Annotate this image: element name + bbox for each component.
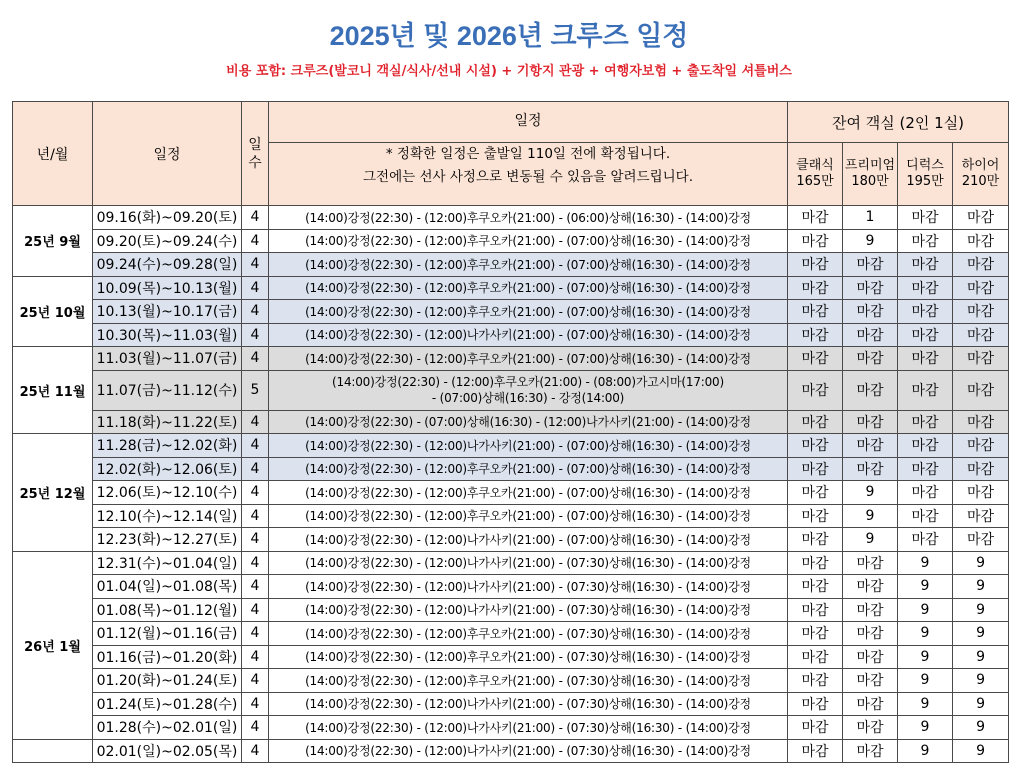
higher-availability-cell: 9: [953, 669, 1009, 693]
header-itinerary: 일정: [269, 102, 788, 143]
higher-availability-cell: 마감: [953, 253, 1009, 277]
premium-availability-cell: 마감: [843, 575, 898, 599]
higher-availability-cell: 마감: [953, 504, 1009, 528]
classic-price: 165만: [796, 174, 834, 189]
higher-availability-cell: 마감: [953, 300, 1009, 324]
higher-availability-cell: 마감: [953, 370, 1009, 410]
classic-availability-cell: 마감: [788, 370, 843, 410]
deluxe-availability-cell: 마감: [898, 347, 953, 371]
table-row: [13, 229, 1009, 253]
deluxe-label: 디럭스: [906, 158, 944, 173]
higher-label: 하이어: [961, 158, 1000, 173]
date-range-cell: 10.30(목)~11.03(월): [93, 323, 242, 347]
days-cell: 4: [242, 575, 269, 599]
itinerary-cell: (14:00)강정(22:30) - (12:00)후쿠오카(21:00) - (07:00)상해(16:30) - (14:00)강정: [269, 253, 788, 277]
deluxe-availability-cell: 마감: [898, 434, 953, 458]
deluxe-price: 195만: [906, 174, 944, 189]
deluxe-availability-cell: 9: [898, 551, 953, 575]
premium-availability-cell: 마감: [843, 739, 898, 763]
table-row: [13, 481, 1009, 505]
classic-availability-cell: 마감: [788, 575, 843, 599]
premium-availability-cell: 마감: [843, 692, 898, 716]
classic-availability-cell: 마감: [788, 347, 843, 371]
higher-price: 210만: [961, 174, 1000, 189]
classic-availability-cell: 마감: [788, 504, 843, 528]
days-cell: 4: [242, 669, 269, 693]
days-cell: 4: [242, 347, 269, 371]
date-range-cell: 11.18(화)~11.22(토): [93, 410, 242, 434]
classic-availability-cell: 마감: [788, 669, 843, 693]
deluxe-availability-cell: 9: [898, 669, 953, 693]
premium-availability-cell: 마감: [843, 410, 898, 434]
days-cell: 4: [242, 551, 269, 575]
table-row: [13, 551, 1009, 575]
premium-availability-cell: 9: [843, 504, 898, 528]
table-row: [13, 504, 1009, 528]
premium-availability-cell: 마감: [843, 323, 898, 347]
higher-availability-cell: 마감: [953, 434, 1009, 458]
itinerary-line-1: (14:00)강정(22:30) - (12:00)후쿠오카(21:00) - (08:00)가고시마(17:00): [332, 375, 724, 389]
itinerary-line-2: - (07:00)상해(16:30) - 강정(14:00): [431, 391, 625, 405]
itinerary-cell: (14:00)강정(22:30) - (12:00)후쿠오카(21:00) - (07:00)상해(16:30) - (14:00)강정: [269, 300, 788, 324]
itinerary-cell: (14:00)강정(22:30) - (12:00)후쿠오카(21:00) - (07:00)상해(16:30) - (14:00)강정: [269, 504, 788, 528]
date-range-cell: 11.28(금)~12.02(화): [93, 434, 242, 458]
deluxe-availability-cell: 9: [898, 622, 953, 646]
premium-price: 180만: [851, 174, 889, 189]
date-range-cell: 12.10(수)~12.14(일): [93, 504, 242, 528]
deluxe-availability-cell: 마감: [898, 528, 953, 552]
premium-label: 프리미엄: [844, 158, 896, 173]
classic-availability-cell: 마감: [788, 528, 843, 552]
deluxe-availability-cell: 마감: [898, 370, 953, 410]
days-cell: 4: [242, 692, 269, 716]
table-row: [13, 276, 1009, 300]
itinerary-cell: (14:00)강정(22:30) - (12:00)나가사키(21:00) - (07:30)상해(16:30) - (14:00)강정: [269, 716, 788, 740]
table-row: [13, 300, 1009, 324]
deluxe-availability-cell: 마감: [898, 276, 953, 300]
itinerary-cell: (14:00)강정(22:30) - (12:00)후쿠오카(21:00) - (07:00)상해(16:30) - (14:00)강정: [269, 457, 788, 481]
premium-availability-cell: 마감: [843, 716, 898, 740]
header-notice: [269, 143, 788, 206]
premium-availability-cell: 마감: [843, 457, 898, 481]
classic-availability-cell: 마감: [788, 598, 843, 622]
classic-availability-cell: 마감: [788, 716, 843, 740]
higher-availability-cell: 9: [953, 575, 1009, 599]
table-row: [13, 206, 1009, 230]
days-cell: 4: [242, 434, 269, 458]
date-range-cell: 10.09(목)~10.13(월): [93, 276, 242, 300]
itinerary-cell: (14:00)강정(22:30) - (12:00)나가사키(21:00) - (07:30)상해(16:30) - (14:00)강정: [269, 575, 788, 599]
days-cell: 4: [242, 276, 269, 300]
header-classic: [788, 143, 843, 206]
date-range-cell: 01.04(일)~01.08(목): [93, 575, 242, 599]
higher-availability-cell: 9: [953, 598, 1009, 622]
deluxe-availability-cell: 마감: [898, 229, 953, 253]
deluxe-availability-cell: 마감: [898, 504, 953, 528]
date-range-cell: 01.28(수)~02.01(일): [93, 716, 242, 740]
premium-availability-cell: 마감: [843, 434, 898, 458]
itinerary-cell: (14:00)강정(22:30) - (12:00)후쿠오카(21:00) - (07:00)상해(16:30) - (14:00)강정: [269, 481, 788, 505]
premium-availability-cell: 9: [843, 481, 898, 505]
itinerary-cell: (14:00)강정(22:30) - (12:00)나가사키(21:00) - (07:30)상해(16:30) - (14:00)강정: [269, 692, 788, 716]
higher-availability-cell: 마감: [953, 229, 1009, 253]
days-cell: 4: [242, 229, 269, 253]
header-days: [242, 102, 269, 206]
higher-availability-cell: 마감: [953, 347, 1009, 371]
date-range-cell: 12.31(수)~01.04(일): [93, 551, 242, 575]
days-cell: 4: [242, 739, 269, 763]
year-month-cell: 25년 10월: [13, 276, 93, 347]
page-title: 2025년 및 2026년 크루즈 일정: [329, 21, 689, 51]
days-cell: 4: [242, 253, 269, 277]
date-range-cell: 01.24(토)~01.28(수): [93, 692, 242, 716]
classic-availability-cell: 마감: [788, 206, 843, 230]
deluxe-availability-cell: 9: [898, 645, 953, 669]
table-row: [13, 347, 1009, 371]
date-range-cell: 01.08(목)~01.12(월): [93, 598, 242, 622]
classic-availability-cell: 마감: [788, 551, 843, 575]
classic-availability-cell: 마감: [788, 410, 843, 434]
itinerary-cell: (14:00)강정(22:30) - (12:00)후쿠오카(21:00) - (06:00)상해(16:30) - (14:00)강정: [269, 206, 788, 230]
date-range-cell: 10.13(월)~10.17(금): [93, 300, 242, 324]
premium-availability-cell: 마감: [843, 669, 898, 693]
days-cell: 4: [242, 323, 269, 347]
table-row: [13, 669, 1009, 693]
higher-availability-cell: 마감: [953, 206, 1009, 230]
days-cell: 4: [242, 598, 269, 622]
table-row: [13, 739, 1009, 763]
itinerary-cell: [269, 370, 788, 410]
table-row: [13, 434, 1009, 458]
itinerary-cell: (14:00)강정(22:30) - (12:00)후쿠오카(21:00) - (07:30)상해(16:30) - (14:00)강정: [269, 669, 788, 693]
header-year-month: 년/월: [13, 102, 93, 206]
premium-availability-cell: 마감: [843, 598, 898, 622]
premium-availability-cell: 9: [843, 229, 898, 253]
classic-availability-cell: 마감: [788, 481, 843, 505]
itinerary-cell: (14:00)강정(22:30) - (12:00)나가사키(21:00) - (07:30)상해(16:30) - (14:00)강정: [269, 551, 788, 575]
higher-availability-cell: 9: [953, 551, 1009, 575]
header-premium: [843, 143, 898, 206]
higher-availability-cell: 마감: [953, 481, 1009, 505]
days-cell: 4: [242, 481, 269, 505]
itinerary-cell: (14:00)강정(22:30) - (12:00)후쿠오카(21:00) - (07:30)상해(16:30) - (14:00)강정: [269, 622, 788, 646]
schedule-rows: [13, 206, 1009, 763]
deluxe-availability-cell: 마감: [898, 323, 953, 347]
date-range-cell: 11.07(금)~11.12(수): [93, 370, 242, 410]
higher-availability-cell: 9: [953, 622, 1009, 646]
premium-availability-cell: 1: [843, 206, 898, 230]
table-row: [13, 622, 1009, 646]
date-range-cell: 11.03(월)~11.07(금): [93, 347, 242, 371]
deluxe-availability-cell: 마감: [898, 481, 953, 505]
higher-availability-cell: 9: [953, 692, 1009, 716]
date-range-cell: 02.01(일)~02.05(목): [93, 739, 242, 763]
date-range-cell: 12.23(화)~12.27(토): [93, 528, 242, 552]
days-cell: 4: [242, 300, 269, 324]
premium-availability-cell: 마감: [843, 300, 898, 324]
deluxe-availability-cell: 마감: [898, 253, 953, 277]
classic-availability-cell: 마감: [788, 434, 843, 458]
higher-availability-cell: 9: [953, 645, 1009, 669]
itinerary-cell: (14:00)강정(22:30) - (07:00)상해(16:30) - (12:00)나가사키(21:00) - (14:00)강정: [269, 410, 788, 434]
deluxe-availability-cell: 마감: [898, 457, 953, 481]
classic-label: 클래식: [796, 158, 834, 173]
itinerary-cell: (14:00)강정(22:30) - (12:00)나가사키(21:00) - (07:30)상해(16:30) - (14:00)강정: [269, 598, 788, 622]
itinerary-cell: (14:00)강정(22:30) - (12:00)후쿠오카(21:00) - (07:00)상해(16:30) - (14:00)강정: [269, 229, 788, 253]
higher-availability-cell: 마감: [953, 528, 1009, 552]
higher-availability-cell: 9: [953, 716, 1009, 740]
days-cell: 4: [242, 206, 269, 230]
year-month-cell: [13, 739, 93, 763]
year-month-cell: 26년 1월: [13, 551, 93, 739]
premium-availability-cell: 9: [843, 528, 898, 552]
classic-availability-cell: 마감: [788, 300, 843, 324]
classic-availability-cell: 마감: [788, 622, 843, 646]
days-cell: 4: [242, 645, 269, 669]
days-cell: 5: [242, 370, 269, 410]
classic-availability-cell: 마감: [788, 739, 843, 763]
header-schedule: 일정: [93, 102, 242, 206]
classic-availability-cell: 마감: [788, 692, 843, 716]
table-row: [13, 716, 1009, 740]
classic-availability-cell: 마감: [788, 645, 843, 669]
higher-availability-cell: 9: [953, 739, 1009, 763]
days-cell: 4: [242, 528, 269, 552]
classic-availability-cell: 마감: [788, 253, 843, 277]
table-row: [13, 323, 1009, 347]
table-row: [13, 528, 1009, 552]
deluxe-availability-cell: 마감: [898, 300, 953, 324]
itinerary-cell: (14:00)강정(22:30) - (12:00)나가사키(21:00) - (07:00)상해(16:30) - (14:00)강정: [269, 434, 788, 458]
deluxe-availability-cell: 9: [898, 739, 953, 763]
itinerary-cell: (14:00)강정(22:30) - (12:00)후쿠오카(21:00) - (07:30)상해(16:30) - (14:00)강정: [269, 645, 788, 669]
table-row: [13, 645, 1009, 669]
premium-availability-cell: 마감: [843, 645, 898, 669]
year-month-cell: 25년 12월: [13, 434, 93, 552]
days-cell: 4: [242, 622, 269, 646]
premium-availability-cell: 마감: [843, 253, 898, 277]
itinerary-cell: (14:00)강정(22:30) - (12:00)나가사키(21:00) - (07:00)상해(16:30) - (14:00)강정: [269, 528, 788, 552]
date-range-cell: 12.02(화)~12.06(토): [93, 457, 242, 481]
table-row: [13, 370, 1009, 410]
days-cell: 4: [242, 410, 269, 434]
premium-availability-cell: 마감: [843, 276, 898, 300]
table-row: [13, 410, 1009, 434]
table-row: [13, 253, 1009, 277]
deluxe-availability-cell: 9: [898, 692, 953, 716]
deluxe-availability-cell: 9: [898, 598, 953, 622]
classic-availability-cell: 마감: [788, 323, 843, 347]
table-row: [13, 457, 1009, 481]
premium-availability-cell: 마감: [843, 551, 898, 575]
premium-availability-cell: 마감: [843, 622, 898, 646]
days-cell: 4: [242, 716, 269, 740]
header-deluxe: [898, 143, 953, 206]
deluxe-availability-cell: 마감: [898, 206, 953, 230]
table-row: [13, 692, 1009, 716]
year-month-cell: 25년 11월: [13, 347, 93, 434]
header-days-text: 일수: [248, 136, 262, 171]
header-higher: [953, 143, 1009, 206]
notice-line-2: 그전에는 선사 사정으로 변동될 수 있음을 알려드립니다.: [363, 169, 693, 185]
deluxe-availability-cell: 마감: [898, 410, 953, 434]
notice-line-1: * 정확한 일정은 출발일 110일 전에 확정됩니다.: [385, 146, 671, 162]
higher-availability-cell: 마감: [953, 323, 1009, 347]
date-range-cell: 12.06(토)~12.10(수): [93, 481, 242, 505]
year-month-cell: 25년 9월: [13, 206, 93, 277]
deluxe-availability-cell: 9: [898, 716, 953, 740]
higher-availability-cell: 마감: [953, 276, 1009, 300]
premium-availability-cell: 마감: [843, 347, 898, 371]
itinerary-cell: (14:00)강정(22:30) - (12:00)나가사키(21:00) - (07:00)상해(16:30) - (14:00)강정: [269, 323, 788, 347]
date-range-cell: 01.20(화)~01.24(토): [93, 669, 242, 693]
cruise-schedule-table: [12, 101, 1009, 763]
itinerary-cell: (14:00)강정(22:30) - (12:00)후쿠오카(21:00) - (07:00)상해(16:30) - (14:00)강정: [269, 276, 788, 300]
days-cell: 4: [242, 504, 269, 528]
table-row: [13, 575, 1009, 599]
itinerary-cell: (14:00)강정(22:30) - (12:00)후쿠오카(21:00) - (07:00)상해(16:30) - (14:00)강정: [269, 347, 788, 371]
date-range-cell: 09.20(토)~09.24(수): [93, 229, 242, 253]
higher-availability-cell: 마감: [953, 457, 1009, 481]
higher-availability-cell: 마감: [953, 410, 1009, 434]
table-row: [13, 598, 1009, 622]
days-cell: 4: [242, 457, 269, 481]
cost-included-note: 비용 포함: 크루즈(발코니 객실/식사/선내 시설) + 기항지 관광 + 여행자보험 + 출도착일 셔틀버스: [226, 64, 792, 79]
classic-availability-cell: 마감: [788, 457, 843, 481]
date-range-cell: 01.12(월)~01.16(금): [93, 622, 242, 646]
date-range-cell: 09.16(화)~09.20(토): [93, 206, 242, 230]
date-range-cell: 01.16(금)~01.20(화): [93, 645, 242, 669]
premium-availability-cell: 마감: [843, 370, 898, 410]
classic-availability-cell: 마감: [788, 276, 843, 300]
date-range-cell: 09.24(수)~09.28(일): [93, 253, 242, 277]
header-remaining-rooms: 잔여 객실 (2인 1실): [788, 102, 1009, 143]
deluxe-availability-cell: 9: [898, 575, 953, 599]
classic-availability-cell: 마감: [788, 229, 843, 253]
itinerary-cell: (14:00)강정(22:30) - (12:00)나가사키(21:00) - (07:30)상해(16:30) - (14:00)강정: [269, 739, 788, 763]
